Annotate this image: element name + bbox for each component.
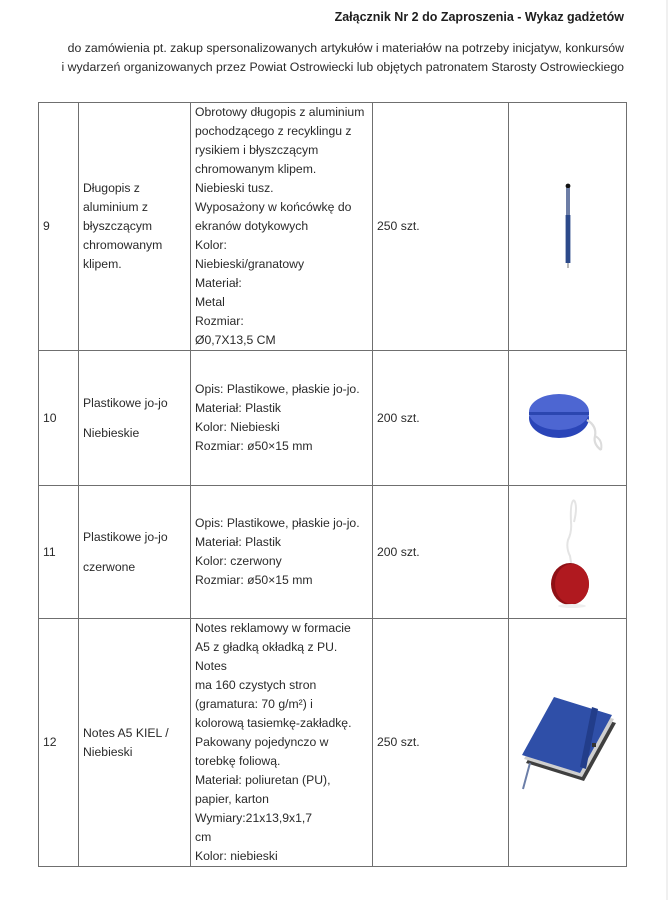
description-line: Materiał: Plastik bbox=[195, 401, 282, 415]
item-quantity: 250 szt. bbox=[373, 619, 509, 867]
description-line: Ø0,7X13,5 CM bbox=[195, 333, 276, 347]
description-line: Notes reklamowy w formacie bbox=[195, 621, 351, 635]
table-row bbox=[39, 486, 627, 619]
item-quantity: 250 szt. bbox=[373, 103, 509, 351]
item-name-line: Plastikowe jo-jo bbox=[83, 530, 168, 544]
item-number: 10 bbox=[39, 351, 79, 486]
item-image bbox=[509, 619, 627, 867]
item-quantity: 200 szt. bbox=[373, 486, 509, 619]
description-line: Materiał: Plastik bbox=[195, 535, 282, 549]
description-line: Kolor: czerwony bbox=[195, 554, 282, 568]
gadgets-table bbox=[38, 102, 627, 867]
subtitle-line: i wydarzeń organizowanych przez Powiat Ostrowiecki lub objętych patronatem Starosty Ostrowieckiego bbox=[61, 60, 624, 74]
item-name-line: Niebieski bbox=[83, 744, 133, 759]
description-line: Kolor: niebieski bbox=[195, 849, 278, 863]
item-image bbox=[509, 351, 627, 486]
description-line: (gramatura: 70 g/m²) i bbox=[195, 697, 313, 711]
description-line: Opis: Plastikowe, płaskie jo-jo. bbox=[195, 516, 360, 530]
description-line: Wyposażony w końcówkę do bbox=[195, 200, 352, 214]
description-line: Rozmiar: ø50×15 mm bbox=[195, 439, 313, 453]
description-line: Obrotowy długopis z aluminium bbox=[195, 105, 365, 119]
description-line: pochodzącego z recyklingu z bbox=[195, 124, 352, 138]
description-line: A5 z gładką okładką z PU. Notes bbox=[195, 640, 338, 673]
item-name-line: klipem. bbox=[83, 257, 122, 271]
item-description bbox=[191, 103, 373, 351]
blue-yoyo-icon bbox=[523, 378, 613, 458]
blue-notebook-icon bbox=[518, 693, 618, 793]
description-line: Kolor: Niebieski bbox=[195, 420, 280, 434]
description-line: Kolor: bbox=[195, 238, 227, 252]
description-line: Opis: Plastikowe, płaskie jo-jo. bbox=[195, 382, 360, 396]
description-line: papier, karton bbox=[195, 792, 269, 806]
description-line: ma 160 czystych stron bbox=[195, 678, 317, 692]
description-line: Pakowany pojedynczo w bbox=[195, 735, 329, 749]
item-image bbox=[509, 103, 627, 351]
description-line: chromowanym klipem. bbox=[195, 162, 317, 176]
item-number: 12 bbox=[39, 619, 79, 867]
item-name-line: aluminium z bbox=[83, 200, 149, 214]
description-line: Niebieski tusz. bbox=[195, 181, 274, 195]
subtitle-line: do zamówienia pt. zakup spersonalizowanych artykułów i materiałów na potrzeby inicjatyw, konkursów bbox=[67, 41, 624, 55]
description-line: rysikiem i błyszczącym bbox=[195, 143, 319, 157]
table-row bbox=[39, 103, 627, 351]
description-line: Rozmiar: ø50×15 mm bbox=[195, 573, 313, 587]
document-subtitle bbox=[0, 39, 624, 77]
item-description bbox=[191, 486, 373, 619]
item-name-line: chromowanym bbox=[83, 238, 163, 252]
item-name-line: Długopis z bbox=[83, 181, 140, 195]
item-name bbox=[79, 486, 191, 619]
description-line: Materiał: poliuretan (PU), bbox=[195, 773, 331, 787]
description-line: Niebieski/granatowy bbox=[195, 257, 305, 271]
item-name-line: Plastikowe jo-jo bbox=[83, 396, 168, 410]
description-line: ekranów dotykowych bbox=[195, 219, 309, 233]
item-name-line: Notes A5 KIEL / bbox=[83, 725, 169, 740]
item-name-line: błyszczącym bbox=[83, 219, 153, 233]
document-title: Załącznik Nr 2 do Zaproszenia - Wykaz gadżetów bbox=[334, 10, 624, 24]
item-name bbox=[79, 351, 191, 486]
item-quantity: 200 szt. bbox=[373, 351, 509, 486]
item-description bbox=[191, 619, 373, 867]
description-line: kolorową tasiemkę-zakładkę. bbox=[195, 716, 352, 730]
item-number: 9 bbox=[39, 103, 79, 351]
description-line: Wymiary:21x13,9x1,7 bbox=[195, 811, 313, 825]
item-number: 11 bbox=[39, 486, 79, 619]
table-row bbox=[39, 619, 627, 867]
item-name-line: czerwone bbox=[83, 560, 136, 574]
table-row bbox=[39, 351, 627, 486]
description-line: torebkę foliową. bbox=[195, 754, 281, 768]
item-description bbox=[191, 351, 373, 486]
item-image bbox=[509, 486, 627, 619]
description-line: Materiał: bbox=[195, 276, 242, 290]
blue-pen-icon bbox=[558, 182, 578, 272]
red-yoyo-icon bbox=[538, 492, 598, 612]
description-line: Rozmiar: bbox=[195, 314, 244, 328]
item-name-line: Niebieskie bbox=[83, 426, 140, 440]
item-name bbox=[79, 619, 191, 867]
description-line: Metal bbox=[195, 295, 225, 309]
item-name bbox=[79, 103, 191, 351]
description-line: cm bbox=[195, 830, 212, 844]
